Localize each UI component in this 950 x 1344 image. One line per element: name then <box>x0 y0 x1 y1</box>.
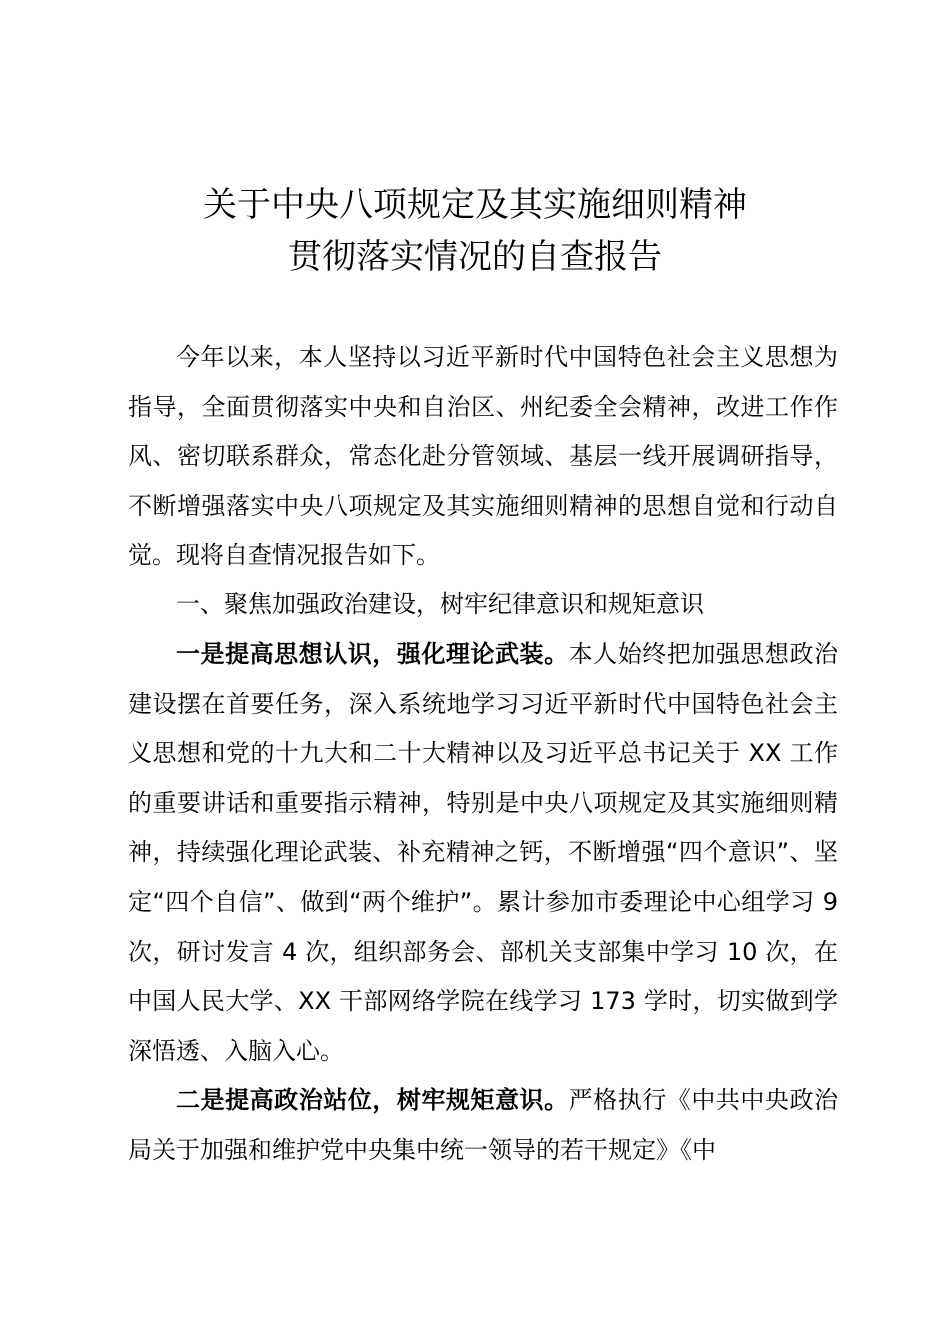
document-title-line-1: 关于中央八项规定及其实施细则精神 <box>203 185 747 225</box>
item-2-paragraph <box>128 1076 838 1175</box>
document-title-line-2: 贯彻落实情况的自查报告 <box>288 237 662 277</box>
section-1-heading: 一、聚焦加强政治建设，树牢纪律意识和规矩意识 <box>176 590 704 618</box>
item-2-body: 严格执行《中共中央政治局关于加强和维护党中央集中统一领导的若干规定》《中 <box>128 1086 839 1164</box>
item-1-lead: 一是提高思想认识，强化理论武装。 <box>176 640 569 668</box>
intro-paragraph: 今年以来，本人坚持以习近平新时代中国特色社会主义思想为指导，全面贯彻落实中央和自治区、州纪委全会精神，改进工作作风、密切联系群众，常态化赴分管领域、基层一线开展调研指导，不断增强落实中央八项规定及其实施细则精神的思想自觉和行动自觉。现将自查情况报告如下。 <box>128 343 838 570</box>
item-1-body: 本人始终把加强思想政治建设摆在首要任务，深入系统地学习习近平新时代中国特色社会主义思想和党的十九大和二十大精神以及习近平总书记关于 XX 工作的重要讲话和重要指示精神，特别是中央八项规定及其实施细则精神，持续强化理论武装、补充精神之钙，不断增强“四个意识”、坚定“四个自信”、做到“两个维护”。累计参加市委理论中心组学习 9 次，研讨发言 4 次，组织部务会、部机关支部集中学习 10 次，在中国人民大学、XX 干部网络学院在线学习 173 学时，切实做到学深悟透、入脑入心。 <box>128 640 839 1065</box>
item-2-lead: 二是提高政治站位，树牢规矩意识。 <box>176 1086 569 1114</box>
item-1-paragraph <box>128 630 838 1076</box>
